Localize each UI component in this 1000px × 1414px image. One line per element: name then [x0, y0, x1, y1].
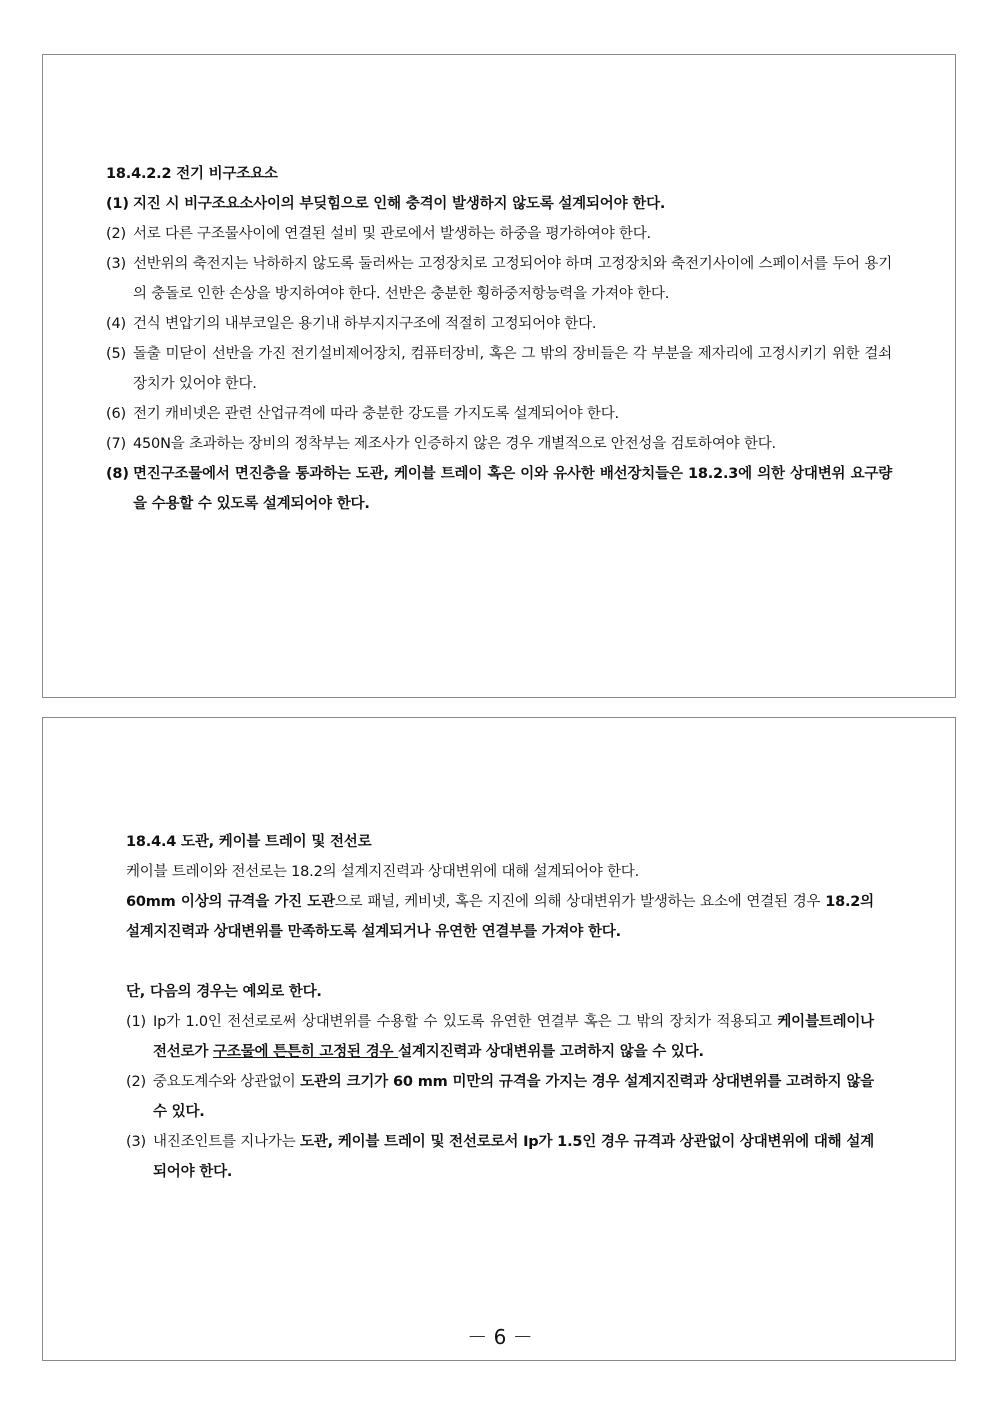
section-conduit-cable-tray [126, 827, 874, 1187]
plain-text: 내진조인트를 지나가는 [153, 1134, 300, 1150]
list-item [106, 459, 892, 519]
section-heading: 18.4.4 도관, 케이블 트레이 및 전선로 [126, 834, 372, 850]
item-number: (2) [126, 1074, 146, 1090]
list-item [106, 189, 892, 219]
item-number: (1) [126, 1014, 146, 1030]
section-electrical-nonstructural [106, 159, 892, 519]
item-number: (5) [106, 346, 126, 362]
bold-text: 도관, 케이블 트레이 및 전선로로서 Ip가 1.5인 경우 규격과 상관없이 상대변위에 대해 설계되어야 한다. [153, 1134, 874, 1180]
paragraph: 케이블 트레이와 전선로는 18.2의 설계지진력과 상대변위에 대해 설계되어야 한다. [126, 864, 639, 880]
list-item [106, 399, 892, 429]
item-number: (4) [106, 316, 126, 332]
item-text: 전기 캐비넷은 관련 산업규격에 따라 충분한 강도를 가지도록 설계되어야 한다. [133, 406, 619, 422]
item-number: (3) [126, 1134, 146, 1150]
item-text: 돌출 미닫이 선반을 가진 전기설비제어장치, 컴퓨터장비, 혹은 그 밖의 장비들은 각 부분을 제자리에 고정시키기 위한 걸쇠장치가 있어야 한다. [133, 346, 892, 392]
bold-text: 60mm 이상의 규격을 가진 도관 [126, 894, 335, 910]
exception-item [126, 1007, 874, 1067]
bold-text: 도관의 크기가 60 mm 미만의 규격을 가지는 경우 설계지진력과 상대변위를 고려하지 않을 수 있다. [153, 1074, 874, 1120]
item-text: 450N을 초과하는 장비의 정착부는 제조사가 인증하지 않은 경우 개별적으로 안전성을 검토하여야 한다. [133, 436, 776, 452]
exception-heading: 단, 다음의 경우는 예외로 한다. [126, 984, 322, 1000]
item-number: (3) [106, 256, 126, 272]
plain-text: 으로 패널, 케비넷, 혹은 지진에 의해 상대변위가 발생하는 요소에 연결된 경우 [334, 894, 826, 910]
item-number: (7) [106, 436, 126, 452]
plain-text: Ip가 1.0인 전선로로써 상대변위를 수용할 수 있도록 유연한 연결부 혹은 그 밖의 장치가 적용되고 [153, 1014, 778, 1030]
item-number: (2) [106, 226, 126, 242]
page-number: － 6 － [467, 1325, 533, 1349]
bold-text: 18.2의 설계지진력과 상대변위를 만족하도록 설계되거나 유연한 연결부를 가져야 한다. [126, 894, 874, 940]
item-text: 선반위의 축전지는 낙하하지 않도록 둘러싸는 고정장치로 고정되어야 하며 고정장치와 축전기사이에 스페이서를 두어 용기의 충돌로 인한 손상을 방지하여야 한다. 선반은 충분한 횡하중저항능력을 가져야 한다. [133, 256, 892, 302]
bold-text: 케이블트레이나 전선로가 [153, 1014, 874, 1060]
exception-item [126, 1067, 874, 1127]
item-text: 서로 다른 구조물사이에 연결된 설비 및 관로에서 발생하는 하중을 평가하여야 한다. [133, 226, 651, 242]
item-number: (8) [106, 466, 129, 482]
exception-item [126, 1127, 874, 1187]
bold-text: 설계지진력과 상대변위를 고려하지 않을 수 있다. [398, 1044, 704, 1060]
list-item [106, 219, 892, 249]
item-text: 지진 시 비구조요소사이의 부딪힘으로 인해 충격이 발생하지 않도록 설계되어야 한다. [133, 196, 666, 212]
underlined-bold-text: 구조물에 튼튼히 고정된 경우 [213, 1044, 399, 1060]
item-text: 건식 변압기의 내부코일은 용기내 하부지지구조에 적절히 고정되어야 한다. [133, 316, 597, 332]
list-item [106, 429, 892, 459]
list-item [106, 309, 892, 339]
list-item [106, 249, 892, 309]
item-text: 면진구조물에서 면진층을 통과하는 도관, 케이블 트레이 혹은 이와 유사한 배선장치들은 18.2.3에 의한 상대변위 요구량을 수용할 수 있도록 설계되어야 한다. [133, 466, 892, 512]
item-number: (1) [106, 196, 129, 212]
section-heading: 18.4.2.2 전기 비구조요소 [106, 166, 278, 182]
item-number: (6) [106, 406, 126, 422]
paragraph [126, 887, 874, 947]
list-item [106, 339, 892, 399]
plain-text: 중요도계수와 상관없이 [153, 1074, 301, 1090]
blank-line [126, 947, 874, 977]
